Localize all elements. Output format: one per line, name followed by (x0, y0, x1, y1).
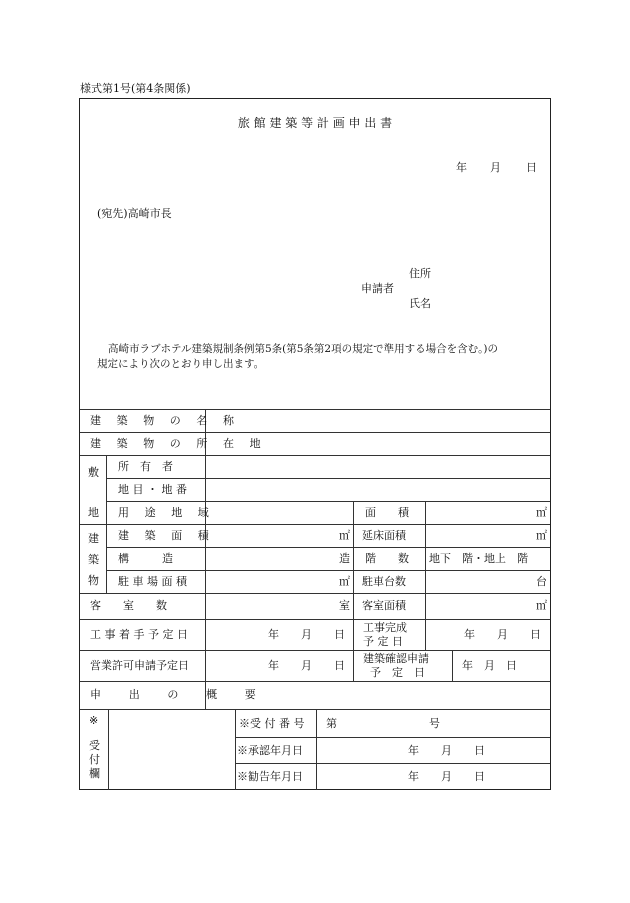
column-divider (316, 709, 317, 790)
row-divider (80, 650, 550, 651)
building-confirm-label: 予 定 日 (370, 666, 425, 679)
floors-value: 地下 階・地上 階 (429, 552, 528, 565)
use-zone-label: 用 途 地 域 (118, 506, 215, 519)
date-month-label: 月 (490, 161, 501, 174)
row-divider (106, 478, 550, 479)
receipt-label-char: 受 (89, 739, 100, 752)
land-label: 地 目 ・ 地 番 (118, 483, 187, 496)
construction-start-date: 年 月 日 (268, 628, 345, 641)
structure-label: 構 造 (118, 552, 173, 565)
floors-label: 階 数 (365, 552, 409, 565)
parking-count-label: 駐車台数 (362, 575, 406, 588)
construction-end-label: 予 定 日 (363, 635, 403, 648)
row-divider (80, 524, 550, 525)
site-label-char: 地 (88, 506, 99, 519)
application-form (79, 98, 551, 790)
row-divider (80, 593, 550, 594)
receipt-number-suffix: 号 (429, 717, 440, 730)
room-area-label: 客室面積 (362, 599, 406, 612)
row-divider (106, 547, 550, 548)
column-divider (108, 709, 109, 790)
permit-label: 営業許可申請予定日 (90, 659, 189, 672)
parking-count-unit: 台 (536, 575, 547, 588)
name-label: 氏名 (409, 297, 431, 310)
structure-unit: 造 (339, 552, 350, 565)
building-location-label: 建 築 物 の 所 在 地 (90, 437, 267, 450)
row-divider (235, 737, 550, 738)
receipt-number-label: ※受 付 番 号 (239, 717, 305, 730)
site-area-unit: ㎡ (536, 506, 547, 519)
column-divider (452, 650, 453, 681)
row-divider (80, 432, 550, 433)
form-number-label: 様式第1号(第4条関係) (80, 82, 191, 95)
summary-label: 申 出 の 概 要 (90, 688, 268, 701)
row-divider (80, 455, 550, 456)
addressee: (宛先)高崎市長 (97, 207, 172, 220)
column-divider (106, 455, 107, 593)
advice-date: 年 月 日 (408, 770, 485, 783)
date-year-label: 年 (456, 161, 467, 174)
room-area-unit: ㎡ (536, 599, 547, 612)
construction-end-date: 年 月 日 (464, 628, 541, 641)
parking-area-label: 駐 車 場 面 積 (118, 575, 187, 588)
parking-area-unit: ㎡ (339, 575, 350, 588)
applicant-label: 申請者 (361, 282, 394, 295)
construction-end-label: 工事完成 (363, 621, 407, 634)
column-divider (205, 409, 206, 709)
row-divider (106, 570, 550, 571)
receipt-number-prefix: 第 (326, 717, 337, 730)
building-label-char: 築 (88, 553, 99, 566)
site-label-char: 敷 (88, 466, 99, 479)
receipt-mark: ※ (89, 714, 99, 727)
owner-label: 所 有 者 (118, 460, 173, 473)
row-divider (235, 763, 550, 764)
building-name-label: 建 築 物 の 名 称 (90, 414, 241, 427)
address-label: 住所 (409, 267, 431, 280)
row-divider (106, 501, 550, 502)
row-divider (80, 681, 550, 682)
building-area-label: 建 築 面 積 (118, 529, 215, 542)
floor-area-unit: ㎡ (536, 529, 547, 542)
building-confirm-label: 建築確認申請 (363, 652, 429, 665)
building-label-char: 建 (88, 532, 99, 545)
row-divider (80, 709, 550, 710)
floor-area-label: 延床面積 (362, 529, 406, 542)
building-area-unit: ㎡ (339, 529, 350, 542)
permit-date: 年 月 日 (268, 659, 345, 672)
rooms-unit: 室 (339, 599, 350, 612)
approval-date-label: ※承認年月日 (237, 744, 303, 757)
building-confirm-date: 年 月 日 (462, 659, 517, 672)
approval-date: 年 月 日 (408, 744, 485, 757)
form-title: 旅 館 建 築 等 計 画 申 出 書 (237, 116, 393, 130)
column-divider (353, 501, 354, 681)
building-label-char: 物 (88, 574, 99, 587)
receipt-label-char: 欄 (89, 767, 100, 780)
column-divider (425, 501, 426, 650)
body-text-line2: 規定により次のとおり申し出ます。 (97, 358, 265, 370)
construction-start-label: 工 事 着 手 予 定 日 (90, 628, 188, 641)
row-divider (80, 619, 550, 620)
column-divider (235, 709, 236, 790)
body-text-line1: 高崎市ラブホテル建築規制条例第5条(第5条第2項の規定で準用する場合を含む。)の (108, 343, 498, 355)
date-day-label: 日 (526, 161, 537, 174)
rooms-label: 客 室 数 (90, 599, 167, 612)
site-area-label: 面 積 (365, 506, 409, 519)
advice-date-label: ※勧告年月日 (237, 770, 303, 783)
receipt-label-char: 付 (89, 753, 100, 766)
table-top-border (80, 409, 550, 410)
